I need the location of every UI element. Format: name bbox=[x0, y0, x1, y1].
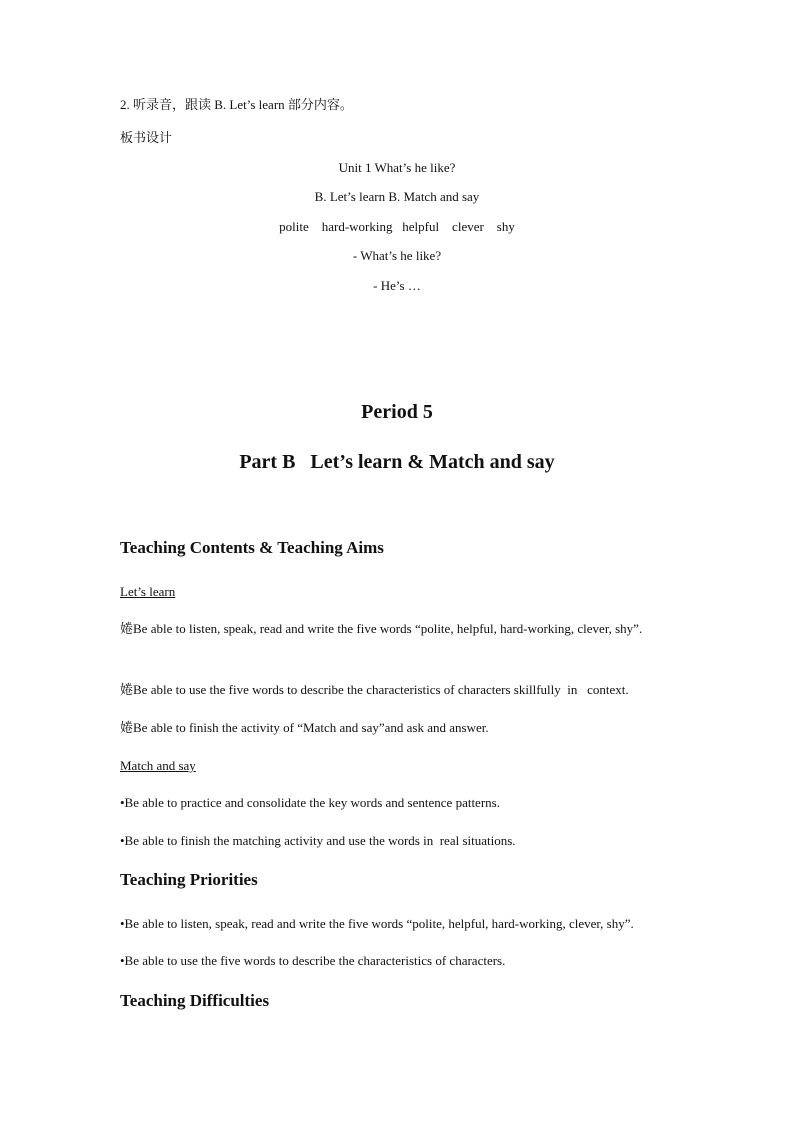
match-say-aim-2: •Be able to finish the matching activity and use the words in real situations. bbox=[120, 833, 516, 848]
difficulties-heading: Teaching Difficulties bbox=[120, 991, 270, 1010]
lets-learn-aim-3: 婘Be able to finish the activity of “Match and say”and ask and answer. bbox=[120, 720, 489, 735]
priority-item-2: •Be able to use the five words to describe the characteristics of characters. bbox=[120, 953, 506, 968]
step-2-instruction: 2. 听录音，跟读 B. Let’s learn 部分内容。 bbox=[120, 97, 353, 112]
board-line-unit: Unit 1 What’s he like? bbox=[338, 160, 456, 175]
board-design-label: 板书设计 bbox=[120, 130, 173, 145]
match-say-aim-1: •Be able to practice and consolidate the key words and sentence patterns. bbox=[120, 795, 500, 810]
board-line-sections: B. Let’s learn B. Match and say bbox=[314, 189, 480, 204]
match-say-label: Match and say bbox=[120, 758, 196, 773]
priority-item-1: •Be able to listen, speak, read and write the five words “polite, helpful, hard-working, clever, shy”. bbox=[120, 916, 634, 931]
board-line-answer: - He’s … bbox=[373, 278, 421, 293]
contents-aims-heading: Teaching Contents & Teaching Aims bbox=[120, 538, 384, 557]
period-subtitle: Part B Let’s learn & Match and say bbox=[239, 451, 555, 473]
board-line-question: - What’s he like? bbox=[352, 248, 442, 263]
priorities-heading: Teaching Priorities bbox=[120, 870, 258, 889]
board-line-words: polite hard-working helpful clever shy bbox=[279, 219, 515, 234]
lets-learn-label: Let’s learn bbox=[120, 584, 176, 599]
lets-learn-aim-2: 婘Be able to use the five words to describe the characteristics of characters skillfully in context. bbox=[120, 682, 629, 697]
lets-learn-aim-1: 婘Be able to listen, speak, read and write the five words “polite, helpful, hard-working, clever, shy”. bbox=[120, 621, 643, 636]
period-title: Period 5 bbox=[361, 401, 433, 423]
